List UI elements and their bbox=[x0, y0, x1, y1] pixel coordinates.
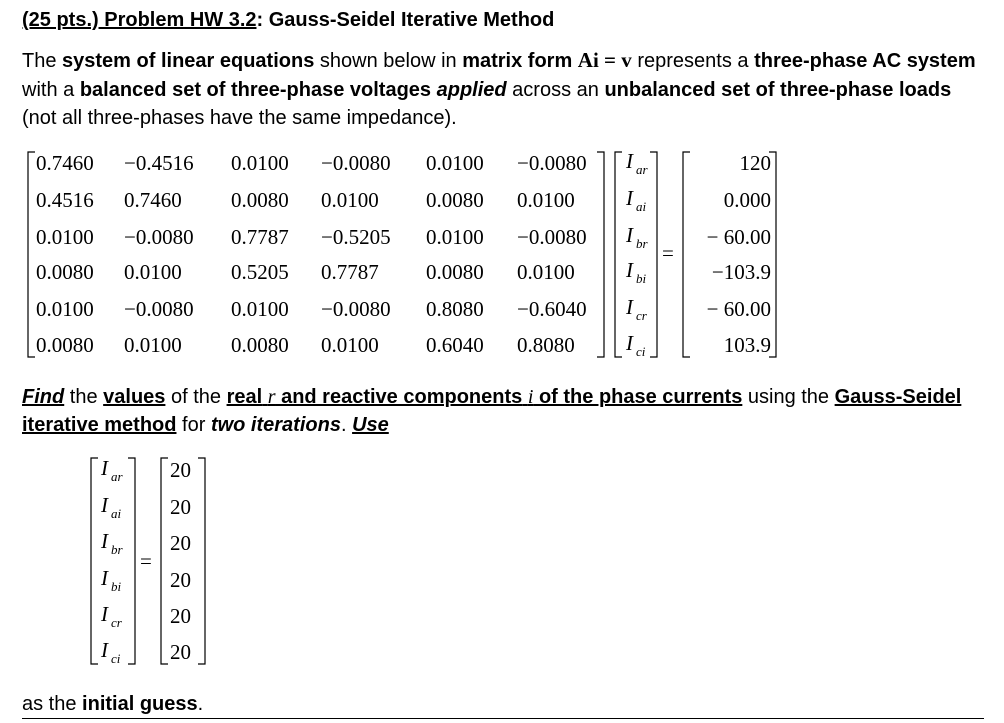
unknown-base: I bbox=[101, 529, 108, 553]
intro-text: The bbox=[22, 50, 63, 72]
equals-sign: = bbox=[662, 241, 674, 265]
unknown-base: I bbox=[101, 456, 108, 480]
guess-unknown-entry bbox=[100, 602, 123, 630]
unknown-subscript: ar bbox=[636, 162, 648, 177]
matrix-cell: −0.6040 bbox=[517, 297, 587, 321]
unknown-entry bbox=[625, 258, 647, 286]
unknown-base: I bbox=[626, 223, 633, 247]
rhs-entry: − 60.00 bbox=[706, 297, 771, 321]
matrix-cell: 0.0100 bbox=[36, 225, 94, 249]
matrix-cell: −0.0080 bbox=[124, 225, 194, 249]
guess-value: 20 bbox=[170, 568, 191, 592]
bottom-rule bbox=[22, 718, 984, 719]
find-keyword: and reactive components bbox=[275, 386, 523, 408]
matrix-cell: −0.4516 bbox=[124, 151, 194, 175]
guess-unknown-right-bracket bbox=[128, 458, 135, 664]
matrix-cell: 0.0080 bbox=[231, 188, 289, 212]
unknown-base: I bbox=[626, 149, 633, 173]
unknown-entry bbox=[625, 186, 647, 214]
matrix-cell: 0.0100 bbox=[517, 260, 575, 284]
unknown-base: I bbox=[626, 258, 633, 282]
rhs-entry: 120 bbox=[739, 151, 771, 175]
matrix-cell: 0.0100 bbox=[231, 297, 289, 321]
rhs-entry: −103.9 bbox=[711, 260, 771, 284]
unknown-entry bbox=[625, 149, 649, 177]
unknown-subscript: br bbox=[111, 542, 123, 557]
guess-value: 20 bbox=[170, 531, 191, 555]
find-keyword: of the phase currents bbox=[533, 386, 743, 408]
matrix-cell: −0.0080 bbox=[517, 225, 587, 249]
problem-points: (25 pts.) Problem HW 3.2 bbox=[22, 9, 257, 31]
unknown-base: I bbox=[626, 186, 633, 210]
guess-value: 20 bbox=[170, 604, 191, 628]
matrix-cell: 0.7460 bbox=[124, 188, 182, 212]
intro-bold: unbalanced set of three-phase loads bbox=[604, 78, 952, 101]
find-symbol-i: i bbox=[527, 386, 534, 408]
guess-unknown-entry bbox=[100, 456, 124, 484]
closing-text: . bbox=[197, 693, 204, 715]
find-paragraph bbox=[22, 383, 982, 439]
matrix-cell: 0.0100 bbox=[36, 297, 94, 321]
matrix-cell: −0.0080 bbox=[124, 297, 194, 321]
unknown-subscript: bi bbox=[111, 579, 122, 594]
intro-text: represents a bbox=[631, 50, 755, 72]
intro-text: with a bbox=[22, 78, 80, 101]
unknown-entry bbox=[625, 223, 649, 251]
guess-equals-sign: = bbox=[140, 549, 152, 573]
matrix-cell: 0.7787 bbox=[321, 260, 379, 284]
guess-value: 20 bbox=[170, 640, 191, 664]
guess-unknown-entry bbox=[100, 493, 122, 521]
find-keyword: Find bbox=[22, 386, 65, 408]
unknown-base: I bbox=[101, 602, 108, 626]
matrix-cell: 0.4516 bbox=[36, 188, 94, 212]
intro-bold: system of linear equations bbox=[62, 50, 315, 72]
rhs-vector-right-bracket bbox=[769, 152, 776, 357]
unknown-vector-right-bracket bbox=[650, 152, 657, 357]
rhs-entry: 103.9 bbox=[723, 333, 771, 357]
matrix-cell: 0.7787 bbox=[231, 225, 289, 249]
find-text: using the bbox=[742, 386, 835, 408]
rhs-vector-left-bracket bbox=[683, 152, 690, 357]
matrix-cell: 0.0100 bbox=[517, 188, 575, 212]
matrix-cell: 0.0100 bbox=[124, 333, 182, 357]
matrix-cell: 0.0100 bbox=[231, 151, 289, 175]
unknown-base: I bbox=[101, 493, 108, 517]
unknown-entry bbox=[625, 331, 646, 359]
guess-value: 20 bbox=[170, 458, 191, 482]
find-symbol-r: r bbox=[267, 386, 276, 408]
intro-bold: three-phase AC system bbox=[754, 50, 976, 72]
closing-bold: initial guess bbox=[82, 693, 198, 715]
unknown-subscript: ai bbox=[111, 506, 122, 521]
unknown-vector-left-bracket bbox=[615, 152, 622, 357]
initial-guess-equation bbox=[0, 440, 1004, 700]
matrix-cell: 0.8080 bbox=[426, 297, 484, 321]
intro-text: shown below in bbox=[314, 50, 463, 72]
matrix-cell: 0.0080 bbox=[231, 333, 289, 357]
unknown-base: I bbox=[101, 638, 108, 662]
unknown-subscript: bi bbox=[636, 271, 647, 286]
unknown-subscript: ci bbox=[111, 651, 121, 666]
find-text: the bbox=[64, 386, 104, 408]
unknown-subscript: cr bbox=[111, 615, 122, 630]
unknown-subscript: ci bbox=[636, 344, 646, 359]
matrix-cell: 0.6040 bbox=[426, 333, 484, 357]
guess-value-left-bracket bbox=[161, 458, 168, 664]
matrix-right-bracket bbox=[597, 152, 604, 357]
matrix-cell: 0.0100 bbox=[321, 333, 379, 357]
intro-bold: matrix form bbox=[462, 50, 573, 72]
intro-bold: balanced set of three-phase voltages bbox=[79, 78, 432, 101]
unknown-entry bbox=[625, 295, 648, 323]
unknown-base: I bbox=[101, 566, 108, 590]
guess-value-right-bracket bbox=[198, 458, 205, 664]
rhs-entry: 0.000 bbox=[723, 188, 771, 212]
matrix-cell: 0.0100 bbox=[426, 225, 484, 249]
matrix-cell: −0.0080 bbox=[321, 151, 391, 175]
find-text: . bbox=[340, 414, 353, 436]
matrix-cell: −0.0080 bbox=[517, 151, 587, 175]
unknown-subscript: ai bbox=[636, 199, 647, 214]
matrix-cell: 0.0080 bbox=[426, 260, 484, 284]
matrix-cell: 0.0080 bbox=[36, 260, 94, 284]
find-keyword: Use bbox=[352, 414, 389, 436]
guess-unknown-entry bbox=[100, 638, 121, 666]
unknown-subscript: br bbox=[636, 236, 648, 251]
find-text: of the bbox=[165, 386, 227, 408]
matrix-cell: 0.0080 bbox=[36, 333, 94, 357]
matrix-cell: 0.0100 bbox=[426, 151, 484, 175]
find-keyword: two iterations bbox=[210, 414, 341, 436]
matrix-cell: −0.0080 bbox=[321, 297, 391, 321]
matrix-cell: 0.0080 bbox=[426, 188, 484, 212]
matrix-cell: −0.5205 bbox=[321, 225, 391, 249]
guess-unknown-entry bbox=[100, 566, 122, 594]
matrix-equation: Ai = v bbox=[577, 48, 632, 72]
guess-unknown-entry bbox=[100, 529, 124, 557]
closing-text: as the bbox=[22, 693, 83, 715]
find-keyword: Gauss-Seidel iterative method bbox=[22, 386, 962, 436]
problem-name: : Gauss-Seidel Iterative Method bbox=[256, 9, 555, 31]
find-keyword: real bbox=[226, 386, 263, 408]
matrix-cell: 0.8080 bbox=[517, 333, 575, 357]
matrix-left-bracket bbox=[28, 152, 35, 357]
guess-unknown-left-bracket bbox=[91, 458, 98, 664]
unknown-subscript: ar bbox=[111, 469, 123, 484]
rhs-entry: − 60.00 bbox=[706, 225, 771, 249]
unknown-subscript: cr bbox=[636, 308, 647, 323]
closing-sentence bbox=[22, 693, 203, 716]
intro-text: across an bbox=[506, 78, 605, 101]
find-keyword: values bbox=[103, 386, 166, 408]
unknown-base: I bbox=[626, 331, 633, 355]
matrix-cell: 0.5205 bbox=[231, 260, 289, 284]
unknown-base: I bbox=[626, 295, 633, 319]
matrix-cell: 0.7460 bbox=[36, 151, 94, 175]
find-text: for bbox=[176, 414, 211, 436]
matrix-cell: 0.0100 bbox=[321, 188, 379, 212]
guess-value: 20 bbox=[170, 495, 191, 519]
matrix-cell: 0.0100 bbox=[124, 260, 182, 284]
intro-text: (not all three-phases have the same impedance). bbox=[22, 107, 457, 129]
intro-bold-italic: applied bbox=[436, 78, 507, 101]
